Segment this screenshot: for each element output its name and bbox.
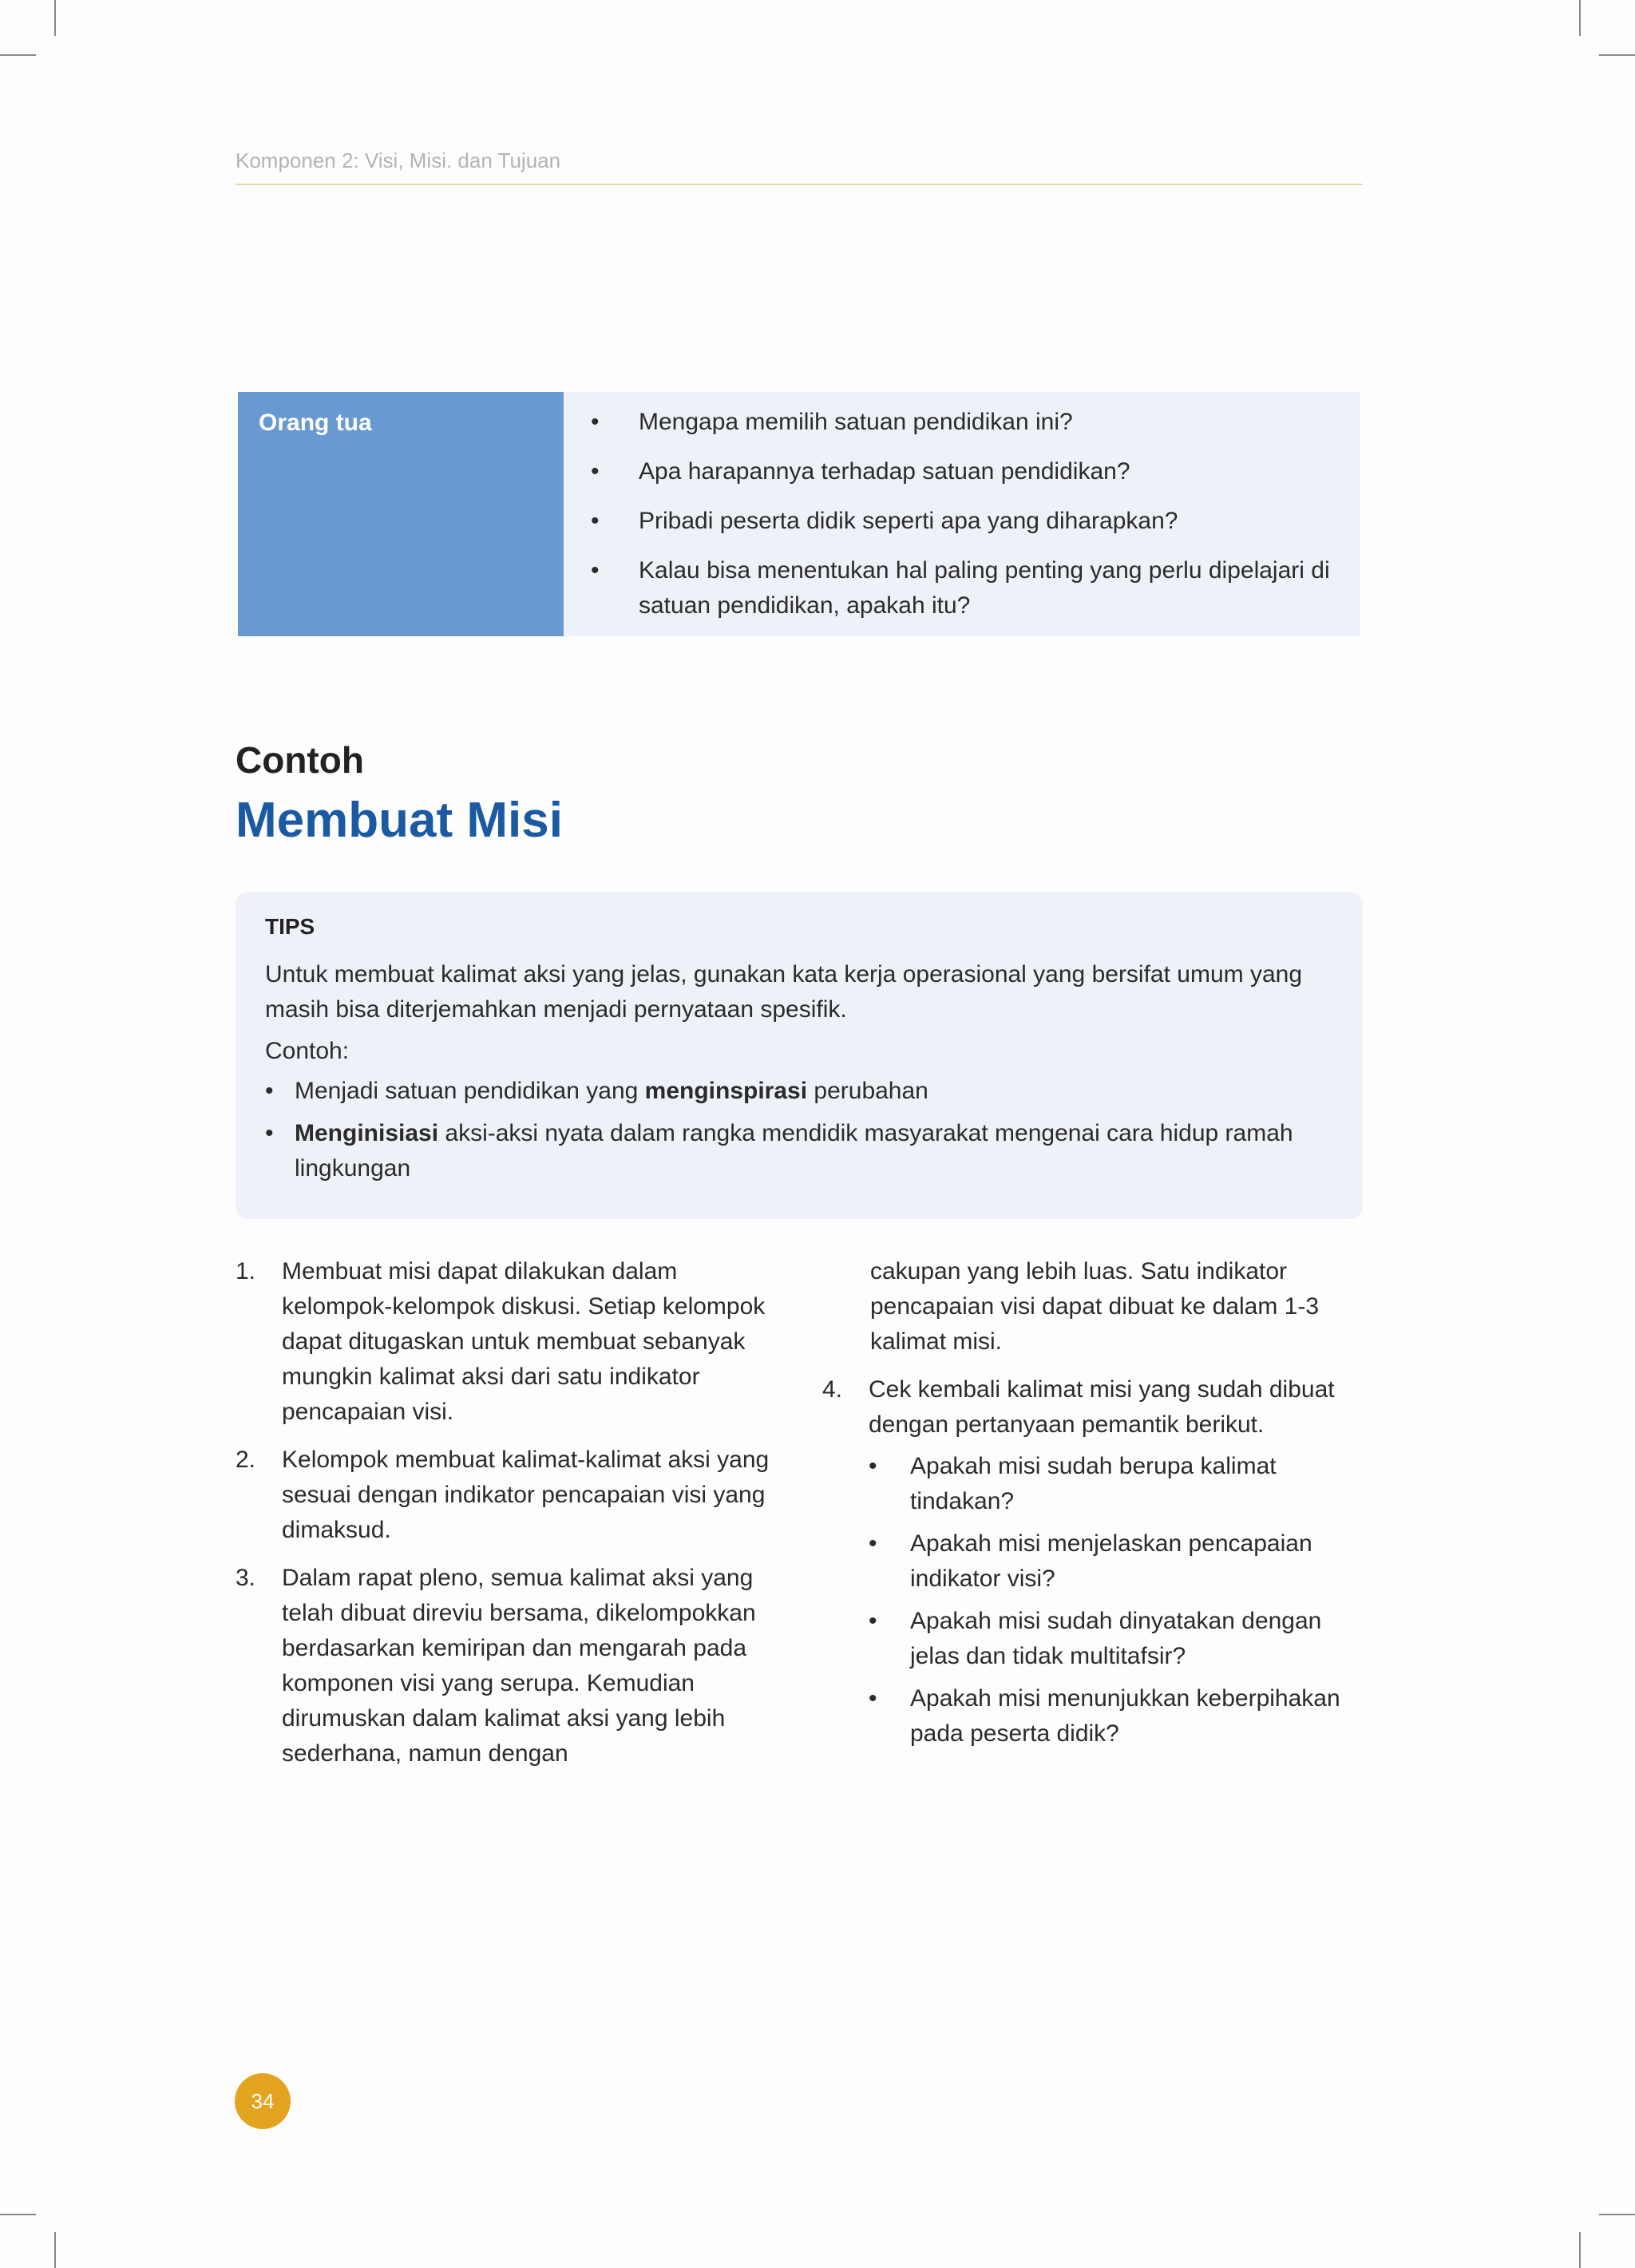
steps-column-left	[236, 1254, 778, 1784]
crop-mark	[1579, 2232, 1581, 2268]
step-text: Cek kembali kalimat misi yang sudah dibuat dengan pertanyaan pemantik berikut.	[869, 1376, 1335, 1438]
section-kicker: Contoh	[236, 739, 364, 781]
tips-body: Untuk membuat kalimat aksi yang jelas, gunakan kata kerja operasional yang bersifat umum yang masih bisa diterjemahkan menjadi pernyataan spesifik.	[265, 961, 1303, 1023]
question-list	[591, 405, 1336, 623]
trigger-question-list	[869, 1449, 1373, 1751]
tips-example-label: Contoh:	[265, 1038, 350, 1064]
list-item	[265, 1116, 1333, 1186]
step-number: 4.	[822, 1376, 843, 1403]
list-item: • Pribadi peserta didik seperti apa yang diharapkan?	[591, 504, 1336, 539]
list-item: • Apakah misi menunjukkan keberpihakan pada peserta didik?	[869, 1681, 1373, 1751]
page-number-badge: 34	[235, 2073, 291, 2129]
example-keyword: Menginisiasi	[295, 1120, 439, 1146]
crop-mark	[1599, 2214, 1635, 2215]
step-continuation: cakupan yang lebih luas. Satu indikator pencapaian visi dapat dibuat ke dalam 1-3 kalimat misi.	[870, 1258, 1320, 1355]
table-question-cell	[564, 392, 1360, 636]
list-item: • Apakah misi sudah dinyatakan dengan jelas dan tidak multitafsir?	[869, 1604, 1373, 1674]
running-header: Komponen 2: Visi, Misi. dan Tujuan	[236, 148, 561, 172]
step-number: 2.	[236, 1447, 256, 1473]
section-title: Membuat Misi	[236, 793, 563, 848]
crop-mark	[1579, 0, 1581, 36]
crop-mark	[54, 2232, 56, 2268]
list-item	[265, 1074, 1333, 1109]
step-text: Membuat misi dapat dilakukan dalam kelompok-kelompok diskusi. Setiap kelompok dapat ditugaskan untuk membuat sebanyak mungkin kalimat aksi dari satu indikator pencapaian visi.	[282, 1258, 766, 1425]
tips-example-list	[265, 1074, 1333, 1186]
step-item	[236, 1561, 778, 1771]
step-item	[822, 1372, 1373, 1751]
step-number: 1.	[236, 1258, 256, 1284]
list-item: • Apa harapannya terhadap satuan pendidikan?	[591, 454, 1336, 489]
example-keyword: menginspirasi	[644, 1078, 808, 1104]
example-text: aksi-aksi nyata dalam rangka mendidik masyarakat mengenai cara hidup ramah lingkungan	[295, 1120, 1293, 1181]
crop-mark	[0, 54, 36, 56]
crop-mark	[0, 2214, 36, 2215]
list-item: • Apakah misi sudah berupa kalimat tindakan?	[869, 1449, 1373, 1519]
tips-box	[236, 892, 1363, 1219]
step-item	[236, 1254, 778, 1430]
step-number: 3.	[236, 1565, 256, 1591]
header-divider	[236, 184, 1363, 185]
step-item	[236, 1443, 778, 1548]
step-text: Dalam rapat pleno, semua kalimat aksi yang telah dibuat direviu bersama, dikelompokkan berdasarkan kemiripan dan mengarah pada komponen visi yang serupa. Kemudian dirumuskan dalam kalimat aksi yang lebih sederhana, namun dengan	[282, 1565, 756, 1767]
list-item: • Kalau bisa menentukan hal paling penting yang perlu dipelajari di satuan pendidikan, apakah itu?	[591, 553, 1336, 623]
list-item: • Apakah misi menjelaskan pencapaian indikator visi?	[869, 1526, 1373, 1597]
example-text: Menjadi satuan pendidikan yang	[295, 1078, 645, 1104]
tips-title: TIPS	[265, 914, 315, 939]
example-text: perubahan	[807, 1078, 928, 1104]
step-text: Kelompok membuat kalimat-kalimat aksi yang sesuai dengan indikator pencapaian visi yang dimaksud.	[282, 1447, 770, 1543]
table-row-label: Orang tua	[238, 392, 564, 636]
crop-mark	[1599, 54, 1635, 56]
list-item: • Mengapa memilih satuan pendidikan ini?	[591, 405, 1336, 440]
steps-column-right	[822, 1254, 1373, 1764]
stakeholder-question-table	[238, 392, 1360, 636]
crop-mark	[54, 0, 56, 36]
